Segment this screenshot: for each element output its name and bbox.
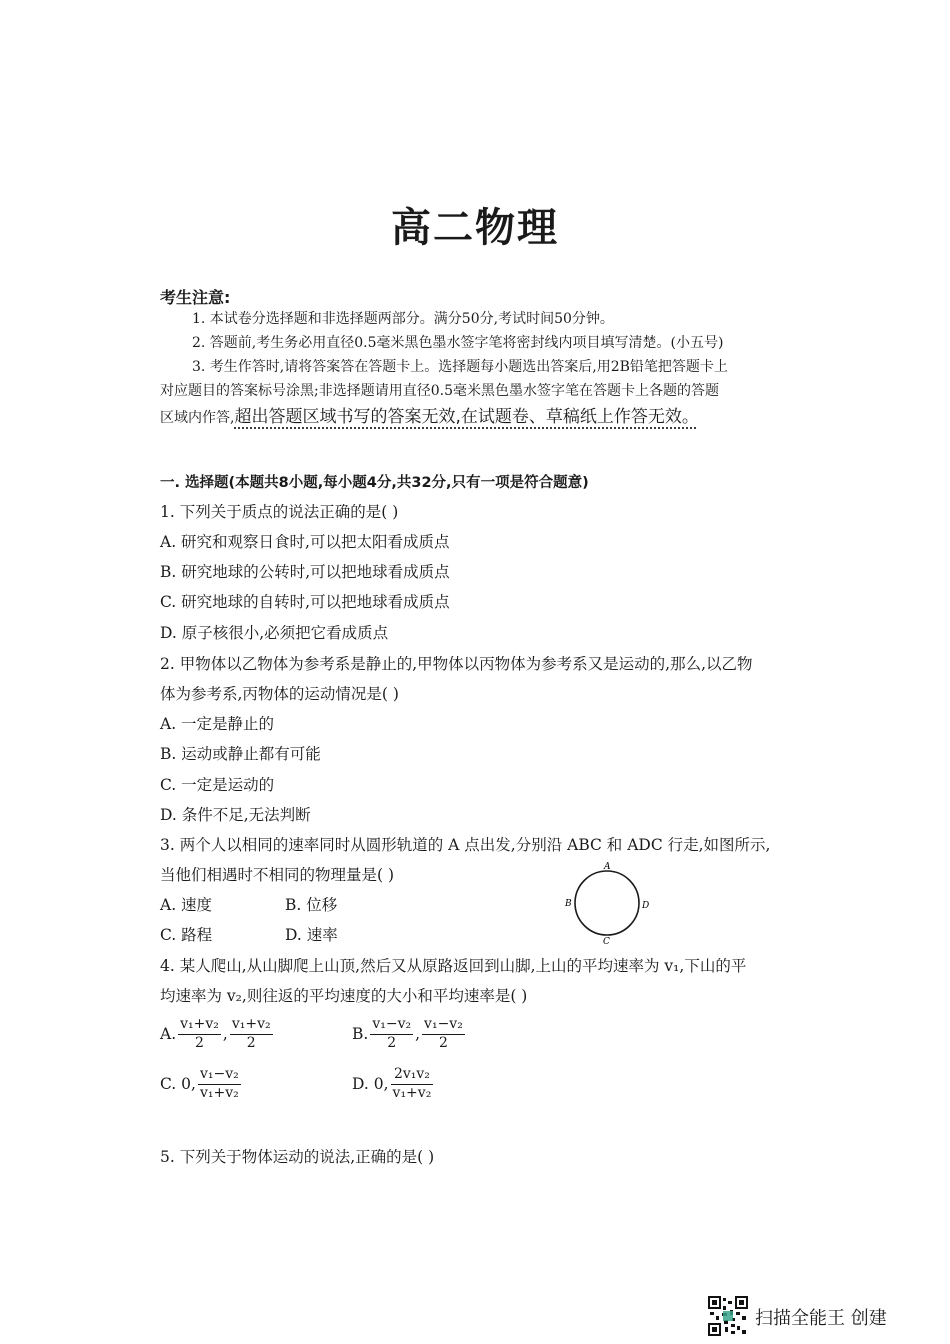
q3-option-d: D. 速率	[285, 926, 338, 944]
track-circle	[575, 871, 639, 935]
q2-stem-line2: 体为参考系,丙物体的运动情况是( )	[160, 685, 399, 703]
q4-option-b	[352, 1016, 467, 1052]
notice-item-3-cont: 对应题目的答案标号涂黑;非选择题请用直径0.5毫米黑色墨水签字笔在答题卡上各题的答题	[160, 383, 719, 399]
q4-option-c-frac: $\frac{\text{v₁−v₂}}{\text{v₁+v₂}}$	[199, 1066, 239, 1101]
q4-option-a-sep: ,	[222, 1025, 228, 1043]
q3-stem-line2: 当他们相遇时不相同的物理量是( )	[160, 866, 395, 884]
notice-item-1: 1. 本试卷分选择题和非选择题两部分。满分50分,考试时间50分钟。	[192, 311, 614, 327]
q4-option-a-frac2: $\frac{\text{v₁+v₂}}{2}$	[231, 1016, 271, 1051]
notice-item-3: 3. 考生作答时,请将答案答在答题卡上。选择题每小题选出答案后,用2B铅笔把答题卡上	[192, 359, 728, 375]
q3-option-c: C. 路程	[160, 926, 213, 944]
notice-emphasis: 超出答题区域书写的答案无效,在试题卷、草稿纸上作答无效。	[234, 407, 699, 427]
notice-item-2: 2. 答题前,考生务必用直径0.5毫米黑色墨水签字笔将密封线内项目填写清楚。(小五号)	[192, 335, 724, 351]
q5-stem: 5. 下列关于物体运动的说法,正确的是( )	[160, 1148, 435, 1166]
q1-option-b: B. 研究地球的公转时,可以把地球看成质点	[160, 563, 450, 581]
page-title: 高二物理	[391, 205, 559, 251]
q4-stem-line1: 4. 某人爬山,从山脚爬上山顶,然后又从原路返回到山脚,上山的平均速率为 v₁,下山的平	[160, 957, 747, 975]
q4-option-a-frac1: $\frac{\text{v₁+v₂}}{2}$	[180, 1016, 219, 1051]
q1-stem: 1. 下列关于质点的说法正确的是( )	[160, 503, 399, 521]
q3-option-b: B. 位移	[285, 896, 338, 914]
q2-option-b: B. 运动或静止都有可能	[160, 745, 321, 763]
q4-option-c	[160, 1066, 243, 1102]
point-a-label: A	[604, 862, 611, 872]
point-c-label: C	[603, 937, 610, 945]
q4-option-d-label: D. 0,	[352, 1075, 389, 1093]
q4-option-a-label: A.	[160, 1025, 177, 1043]
q4-option-d-frac: $\frac{\text{2v₁v₂}}{\text{v₁+v₂}}$	[392, 1066, 432, 1101]
q4-option-c-label: C. 0,	[160, 1075, 196, 1093]
point-d-label: D	[642, 901, 650, 911]
q1-option-c: C. 研究地球的自转时,可以把地球看成质点	[160, 593, 450, 611]
q2-option-a: A. 一定是静止的	[160, 715, 275, 733]
q4-option-b-frac2: $\frac{\text{v₁−v₂}}{2}$	[424, 1016, 463, 1051]
q4-option-b-label: B.	[352, 1025, 369, 1043]
notice-item-3-tail: 区域内作答,	[160, 410, 235, 426]
section-heading: 一. 选择题(本题共8小题,每小题4分,共32分,只有一项是符合题意)	[160, 475, 589, 491]
notice-item-3-end	[160, 409, 699, 426]
circular-track-diagram	[560, 860, 660, 945]
q3-stem-line1: 3. 两个人以相同的速率同时从圆形轨道的 A 点出发,分别沿 ABC 和 ADC 行走,如图所示,	[160, 836, 771, 854]
q4-option-a	[160, 1016, 275, 1052]
q1-option-a: A. 研究和观察日食时,可以把太阳看成质点	[160, 533, 450, 551]
q4-option-d	[352, 1066, 435, 1102]
notice-heading: 考生注意:	[160, 288, 231, 307]
q4-option-b-sep: ,	[415, 1025, 421, 1043]
q3-option-a: A. 速度	[160, 896, 213, 914]
q1-option-d: D. 原子核很小,必须把它看成质点	[160, 624, 389, 642]
point-b-label: B	[565, 899, 572, 909]
q4-option-b-frac1: $\frac{\text{v₁−v₂}}{2}$	[372, 1016, 412, 1051]
camscanner-watermark: 扫描全能王 创建	[755, 1308, 887, 1329]
q2-stem-line1: 2. 甲物体以乙物体为参考系是静止的,甲物体以丙物体为参考系又是运动的,那么,以乙物	[160, 655, 753, 673]
qr-code-icon	[708, 1296, 748, 1336]
q2-option-d: D. 条件不足,无法判断	[160, 806, 311, 824]
q2-option-c: C. 一定是运动的	[160, 776, 275, 794]
q4-stem-line2: 均速率为 v₂,则往返的平均速度的大小和平均速率是( )	[160, 987, 528, 1005]
